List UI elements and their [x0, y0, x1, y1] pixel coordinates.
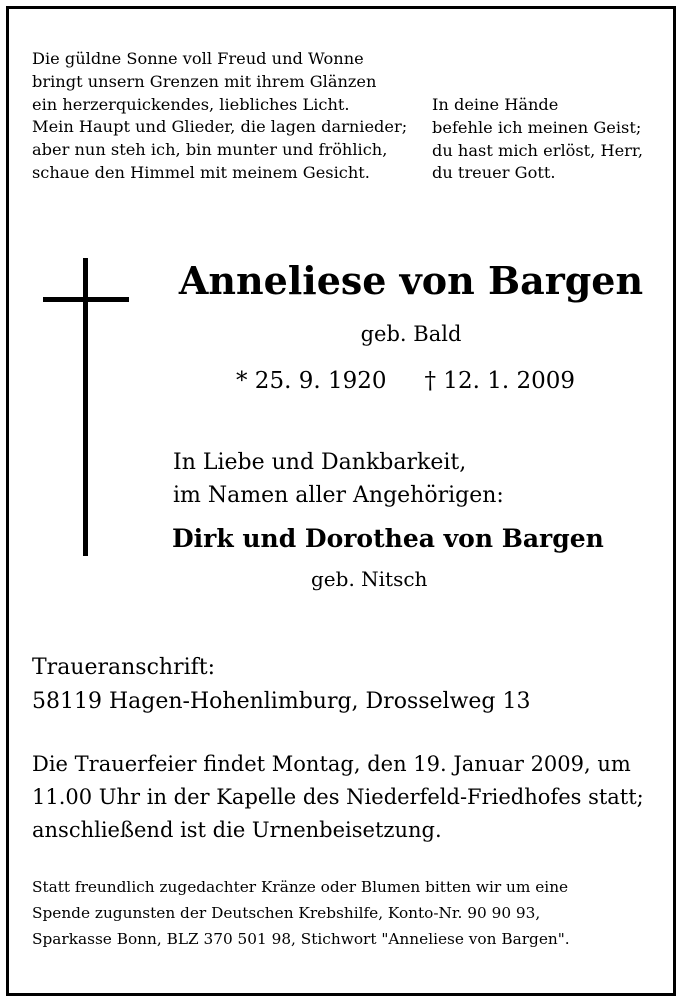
donation-note [32, 874, 570, 952]
life-dates [236, 368, 575, 394]
deceased-name: Anneliese von Bargen [178, 258, 644, 303]
poem-left-line: Die güldne Sonne voll Freud und Wonne [32, 49, 364, 68]
mourning-address [32, 651, 531, 719]
address-label: Traueranschrift: [32, 655, 216, 680]
poem-left-line: bringt unsern Grenzen mit ihrem Glänzen [32, 71, 377, 91]
poem-right-line: In deine Hände [432, 95, 559, 114]
service-line: 11.00 Uhr in der Kapelle des Niederfeld-Friedhofes statt; [32, 785, 644, 809]
deceased-maiden-name: geb. Bald [360, 322, 462, 346]
intro-line: In Liebe und Dankbarkeit, [173, 450, 467, 475]
poem-right-line: du treuer Gott. [432, 163, 556, 183]
mourners-intro [173, 446, 504, 512]
poem-right [432, 94, 643, 185]
donation-line: Statt freundlich zugedachter Kränze oder Blumen bitten wir um eine [32, 878, 569, 896]
service-line: Die Trauerfeier findet Montag, den 19. Januar 2009, um [32, 752, 631, 776]
service-info [32, 748, 644, 847]
address-line: 58119 Hagen-Hohenlimburg, Drosselweg 13 [32, 689, 531, 714]
intro-line: im Namen aller Angehörigen: [173, 483, 504, 508]
poem-right-line: befehle ich meinen Geist; [432, 117, 642, 137]
death-date: † 12. 1. 2009 [424, 368, 575, 394]
donation-line: Sparkasse Bonn, BLZ 370 501 98, Stichwort "Anneliese von Bargen". [32, 930, 570, 948]
birth-date: * 25. 9. 1920 [236, 368, 387, 394]
poem-left-line: schaue den Himmel mit meinem Gesicht. [32, 162, 370, 182]
mourners-maiden-name: geb. Nitsch [311, 567, 428, 591]
poem-left-line: ein herzerquickendes, liebliches Licht. [32, 94, 350, 114]
poem-left [32, 48, 407, 185]
poem-left-line: aber nun steh ich, bin munter und fröhlich, [32, 140, 388, 160]
donation-line: Spende zugunsten der Deutschen Krebshilfe, Konto-Nr. 90 90 93, [32, 904, 541, 922]
poem-left-line: Mein Haupt und Glieder, die lagen darnieder; [32, 117, 408, 137]
service-line: anschließend ist die Urnenbeisetzung. [32, 818, 442, 842]
mourners-names: Dirk und Dorothea von Bargen [172, 524, 604, 553]
poem-right-line: du hast mich erlöst, Herr, [432, 140, 644, 160]
